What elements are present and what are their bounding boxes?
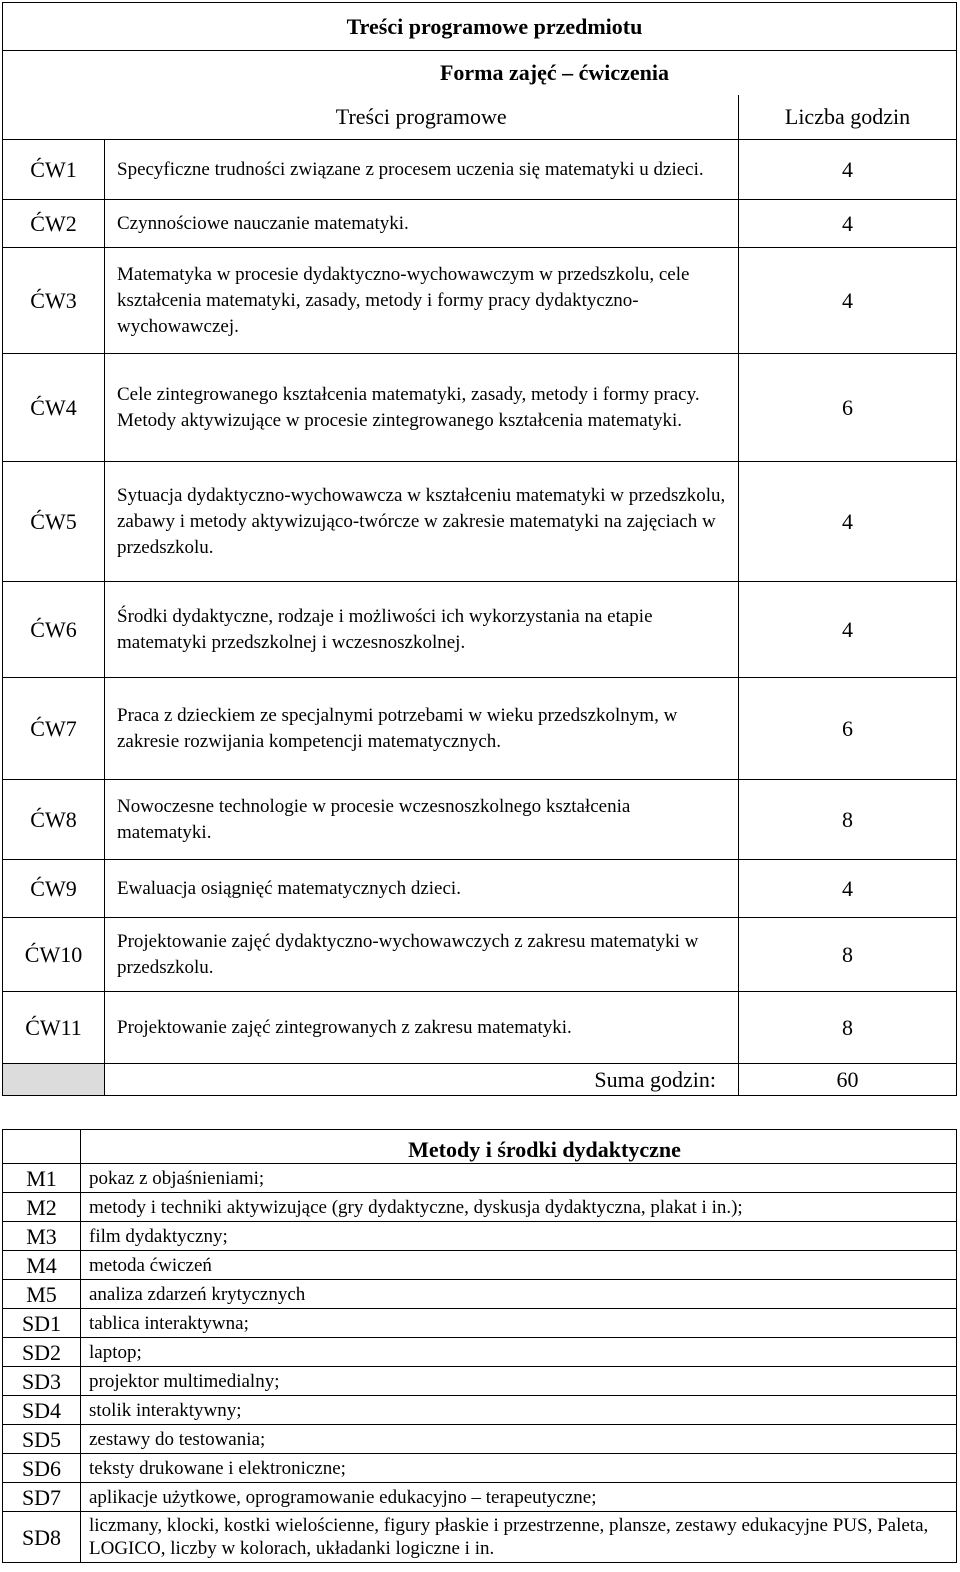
method-code: SD2 bbox=[3, 1338, 81, 1367]
table-row bbox=[3, 678, 957, 780]
row-code: ĆW11 bbox=[3, 992, 105, 1064]
row-code: ĆW9 bbox=[3, 860, 105, 918]
row-hours: 4 bbox=[739, 582, 957, 678]
method-text: tablica interaktywna; bbox=[81, 1309, 957, 1338]
method-text: analiza zdarzeń krytycznych bbox=[81, 1280, 957, 1309]
list-item bbox=[3, 1164, 957, 1193]
row-text: Praca z dzieckiem ze specjalnymi potrzebami w wieku przedszkolnym, w zakresie rozwijania kompetencji matematycznych. bbox=[105, 678, 739, 780]
list-item bbox=[3, 1367, 957, 1396]
header-blank bbox=[3, 1130, 81, 1164]
row-hours: 4 bbox=[739, 140, 957, 200]
methods-title: Metody i środki dydaktyczne bbox=[81, 1130, 957, 1164]
method-code: M2 bbox=[3, 1193, 81, 1222]
method-text: stolik interaktywny; bbox=[81, 1396, 957, 1425]
row-code: ĆW1 bbox=[3, 140, 105, 200]
list-item bbox=[3, 1425, 957, 1454]
table-row bbox=[3, 354, 957, 462]
column-header-content: Treści programowe bbox=[105, 95, 739, 140]
method-code: SD1 bbox=[3, 1309, 81, 1338]
method-code: M1 bbox=[3, 1164, 81, 1193]
method-text: laptop; bbox=[81, 1338, 957, 1367]
shaded-cell bbox=[3, 1064, 105, 1096]
method-code: SD8 bbox=[3, 1512, 81, 1563]
list-item bbox=[3, 1193, 957, 1222]
methods-table bbox=[2, 1129, 957, 1563]
method-code: SD7 bbox=[3, 1483, 81, 1512]
method-text: metody i techniki aktywizujące (gry dydaktyczne, dyskusja dydaktyczna, plakat i in.); bbox=[81, 1193, 957, 1222]
table-row bbox=[3, 582, 957, 678]
row-code: ĆW6 bbox=[3, 582, 105, 678]
row-text: Specyficzne trudności związane z procesem uczenia się matematyki u dzieci. bbox=[105, 140, 739, 200]
list-item bbox=[3, 1338, 957, 1367]
table-row bbox=[3, 140, 957, 200]
row-hours: 4 bbox=[739, 248, 957, 354]
row-hours: 8 bbox=[739, 780, 957, 860]
table-row bbox=[3, 918, 957, 992]
row-text: Matematyka w procesie dydaktyczno-wychowawczym w przedszkolu, cele kształcenia matematyki, zasady, metody i formy pracy dydaktyczno-wychowawczej. bbox=[105, 248, 739, 354]
row-hours: 6 bbox=[739, 354, 957, 462]
list-item bbox=[3, 1396, 957, 1425]
row-code: ĆW3 bbox=[3, 248, 105, 354]
row-text: Nowoczesne technologie w procesie wczesnoszkolnego kształcenia matematyki. bbox=[105, 780, 739, 860]
table-row bbox=[3, 860, 957, 918]
column-header-hours: Liczba godzin bbox=[739, 95, 957, 140]
list-item bbox=[3, 1222, 957, 1251]
sum-label: Suma godzin: bbox=[105, 1064, 739, 1096]
method-text: teksty drukowane i elektroniczne; bbox=[81, 1454, 957, 1483]
table-title: Treści programowe przedmiotu bbox=[3, 3, 957, 51]
row-text: Cele zintegrowanego kształcenia matematyki, zasady, metody i formy pracy. Metody aktywizujące w procesie zintegrowanego kształcenia matematyki. bbox=[105, 354, 739, 462]
row-code: ĆW5 bbox=[3, 462, 105, 582]
method-code: SD6 bbox=[3, 1454, 81, 1483]
method-text: film dydaktyczny; bbox=[81, 1222, 957, 1251]
table-row bbox=[3, 992, 957, 1064]
list-item bbox=[3, 1512, 957, 1563]
method-text: pokaz z objaśnieniami; bbox=[81, 1164, 957, 1193]
row-text: Projektowanie zajęć zintegrowanych z zakresu matematyki. bbox=[105, 992, 739, 1064]
list-item bbox=[3, 1280, 957, 1309]
row-hours: 8 bbox=[739, 918, 957, 992]
row-code: ĆW8 bbox=[3, 780, 105, 860]
row-text: Czynnościowe nauczanie matematyki. bbox=[105, 200, 739, 248]
course-content-table bbox=[2, 2, 957, 1096]
method-text: liczmany, klocki, kostki wielościenne, figury płaskie i przestrzenne, plansze, zestawy edukacyjne PUS, Paleta, LOGICO, liczby w kolorach, układanki logiczne i in. bbox=[81, 1512, 957, 1563]
form-of-classes: Forma zajęć – ćwiczenia bbox=[3, 51, 957, 96]
row-hours: 4 bbox=[739, 200, 957, 248]
row-text: Projektowanie zajęć dydaktyczno-wychowawczych z zakresu matematyki w przedszkolu. bbox=[105, 918, 739, 992]
row-code: ĆW10 bbox=[3, 918, 105, 992]
method-code: SD4 bbox=[3, 1396, 81, 1425]
table-row bbox=[3, 200, 957, 248]
row-hours: 4 bbox=[739, 462, 957, 582]
method-text: zestawy do testowania; bbox=[81, 1425, 957, 1454]
list-item bbox=[3, 1251, 957, 1280]
row-code: ĆW2 bbox=[3, 200, 105, 248]
method-code: SD5 bbox=[3, 1425, 81, 1454]
row-code: ĆW7 bbox=[3, 678, 105, 780]
table-row bbox=[3, 780, 957, 860]
method-code: M5 bbox=[3, 1280, 81, 1309]
method-text: projektor multimedialny; bbox=[81, 1367, 957, 1396]
method-code: SD3 bbox=[3, 1367, 81, 1396]
table-row bbox=[3, 462, 957, 582]
method-code: M3 bbox=[3, 1222, 81, 1251]
list-item bbox=[3, 1309, 957, 1338]
row-text: Środki dydaktyczne, rodzaje i możliwości ich wykorzystania na etapie matematyki przedszkolnej i wczesnoszkolnej. bbox=[105, 582, 739, 678]
row-code: ĆW4 bbox=[3, 354, 105, 462]
row-hours: 4 bbox=[739, 860, 957, 918]
header-blank bbox=[3, 95, 105, 140]
row-hours: 8 bbox=[739, 992, 957, 1064]
sum-value: 60 bbox=[739, 1064, 957, 1096]
method-text: metoda ćwiczeń bbox=[81, 1251, 957, 1280]
row-text: Sytuacja dydaktyczno-wychowawcza w kształceniu matematyki w przedszkolu, zabawy i metody aktywizująco-twórcze w zakresie matematyki na zajęciach w przedszkolu. bbox=[105, 462, 739, 582]
sum-row bbox=[3, 1064, 957, 1096]
method-text: aplikacje użytkowe, oprogramowanie edukacyjno – terapeutyczne; bbox=[81, 1483, 957, 1512]
row-text: Ewaluacja osiągnięć matematycznych dzieci. bbox=[105, 860, 739, 918]
list-item bbox=[3, 1454, 957, 1483]
table-row bbox=[3, 248, 957, 354]
method-code: M4 bbox=[3, 1251, 81, 1280]
row-hours: 6 bbox=[739, 678, 957, 780]
list-item bbox=[3, 1483, 957, 1512]
